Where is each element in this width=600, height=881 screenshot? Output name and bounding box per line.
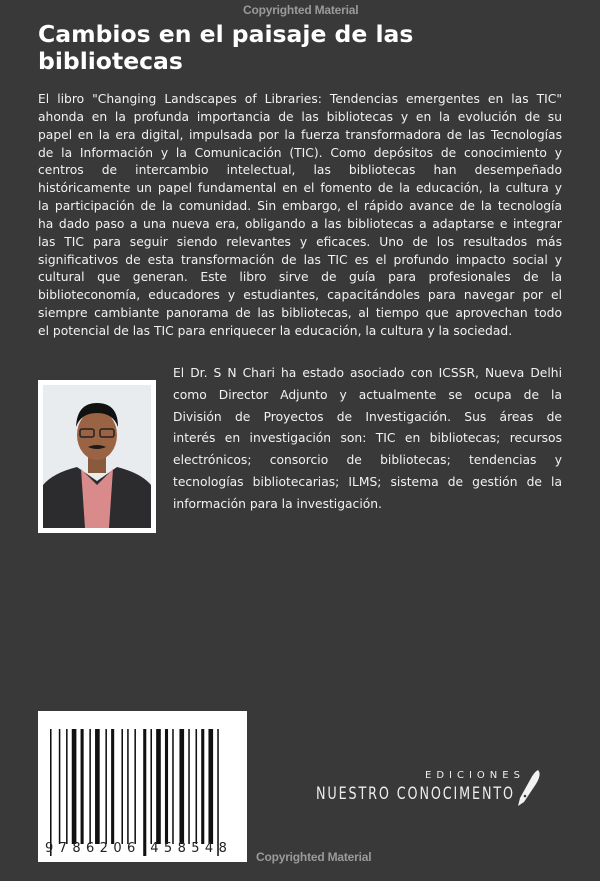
text-line: ahonda en la profunda importancia de las bibliotecas y en la evolución de su (38, 109, 562, 124)
barcode-bar (217, 729, 219, 856)
text-line: papel en la era digital, impulsada por la fuerza transformadora de las Tecnologías (38, 127, 562, 142)
barcode-bar (188, 729, 190, 844)
barcode-bar (208, 729, 213, 844)
text-line: División de Proyectos de Investigación. Sus áreas de (173, 409, 562, 424)
text-line: biblioteconomía, educadores y estudiantes, capacitándoles para navegar por el (38, 288, 562, 303)
text-line: significativos de esta transformación de las TIC es el profundo impacto social y (38, 252, 562, 267)
book-description (38, 91, 562, 341)
book-title (38, 21, 558, 75)
text-line: como Director Adjunto y actualmente se ocupa de la (173, 387, 562, 402)
text-line: de la Información y la Comunicación (TIC). Como depósitos de conocimiento y (38, 145, 562, 160)
watermark-top: Copyrighted Material (243, 3, 359, 17)
text-line: interés en investigación son: TIC en bibliotecas; recursos (173, 431, 562, 446)
barcode-bar (95, 729, 100, 844)
barcode-bar (81, 729, 84, 844)
barcode-bar (143, 729, 146, 856)
barcode-bar (179, 729, 184, 844)
watermark-bottom: Copyrighted Material (256, 850, 372, 864)
fountain-pen-icon (514, 768, 542, 808)
text-line: siempre cambiante panorama de las bibliotecas, al tiempo que aprovechan todo (38, 306, 562, 321)
barcode-bar (59, 729, 61, 844)
barcode-bar (165, 729, 168, 844)
barcode-bar (66, 729, 68, 844)
author-portrait-icon (43, 385, 151, 528)
title-line: Cambios en el paisaje de las (38, 20, 414, 48)
text-line: electrónicos; consorcio de bibliotecas; tendencias y (173, 453, 562, 468)
text-line: ha dado paso a una nueva era, obligando a las bibliotecas a adaptarse e integrar (38, 216, 562, 231)
publisher-logo (290, 770, 550, 815)
title-line: bibliotecas (38, 47, 183, 75)
barcode-bar (156, 729, 161, 844)
publisher-top: EDICIONES (425, 770, 525, 781)
isbn-digits: 9786206 458548 (45, 841, 233, 856)
text-line: tecnologías bibliotecarias; ILMS; sistema de gestión de la (173, 474, 562, 489)
barcode-bar (89, 729, 91, 844)
barcode-bar (111, 729, 114, 844)
barcode-bar (50, 729, 52, 856)
text-line: el potencial de las TIC para enriquecer la educación, la cultura y la sociedad. (38, 323, 513, 338)
text-line: El libro "Changing Landscapes of Libraries: Tendencias emergentes en las TIC" (38, 92, 562, 106)
barcode-bar (134, 729, 136, 844)
barcode-bar (105, 729, 107, 844)
text-line: El Dr. S N Chari ha estado asociado con ICSSR, Nueva Delhi (173, 366, 562, 380)
author-photo (38, 380, 156, 533)
text-line: cultural que generan. Este libro sirve de guía para profesionales de la (38, 270, 562, 285)
barcode-bar (201, 729, 204, 844)
barcode-bars-icon (38, 711, 247, 862)
text-line: la participación de la comunidad. Sin embargo, el rápido avance de la tecnología (38, 199, 562, 214)
publisher-name: NUESTRO CONOCIMENTO (316, 784, 515, 804)
barcode-bar (121, 729, 123, 844)
barcode-bar (172, 729, 174, 844)
text-line: las TIC para seguir siendo relevantes y eficaces. Uno de los resultados más (38, 234, 562, 249)
text-line: centros de intercambio intelectual, las bibliotecas han desempeñado (38, 163, 562, 178)
author-bio (173, 363, 562, 516)
barcode-bar (150, 729, 152, 844)
text-line: históricamente un papel fundamental en el fomento de la educación, la cultura y (38, 181, 562, 196)
barcode-bar (72, 729, 77, 844)
barcode-bar (196, 729, 198, 844)
barcode-bar (127, 729, 129, 844)
isbn-barcode (38, 711, 247, 862)
text-line: información para la investigación. (173, 496, 382, 511)
